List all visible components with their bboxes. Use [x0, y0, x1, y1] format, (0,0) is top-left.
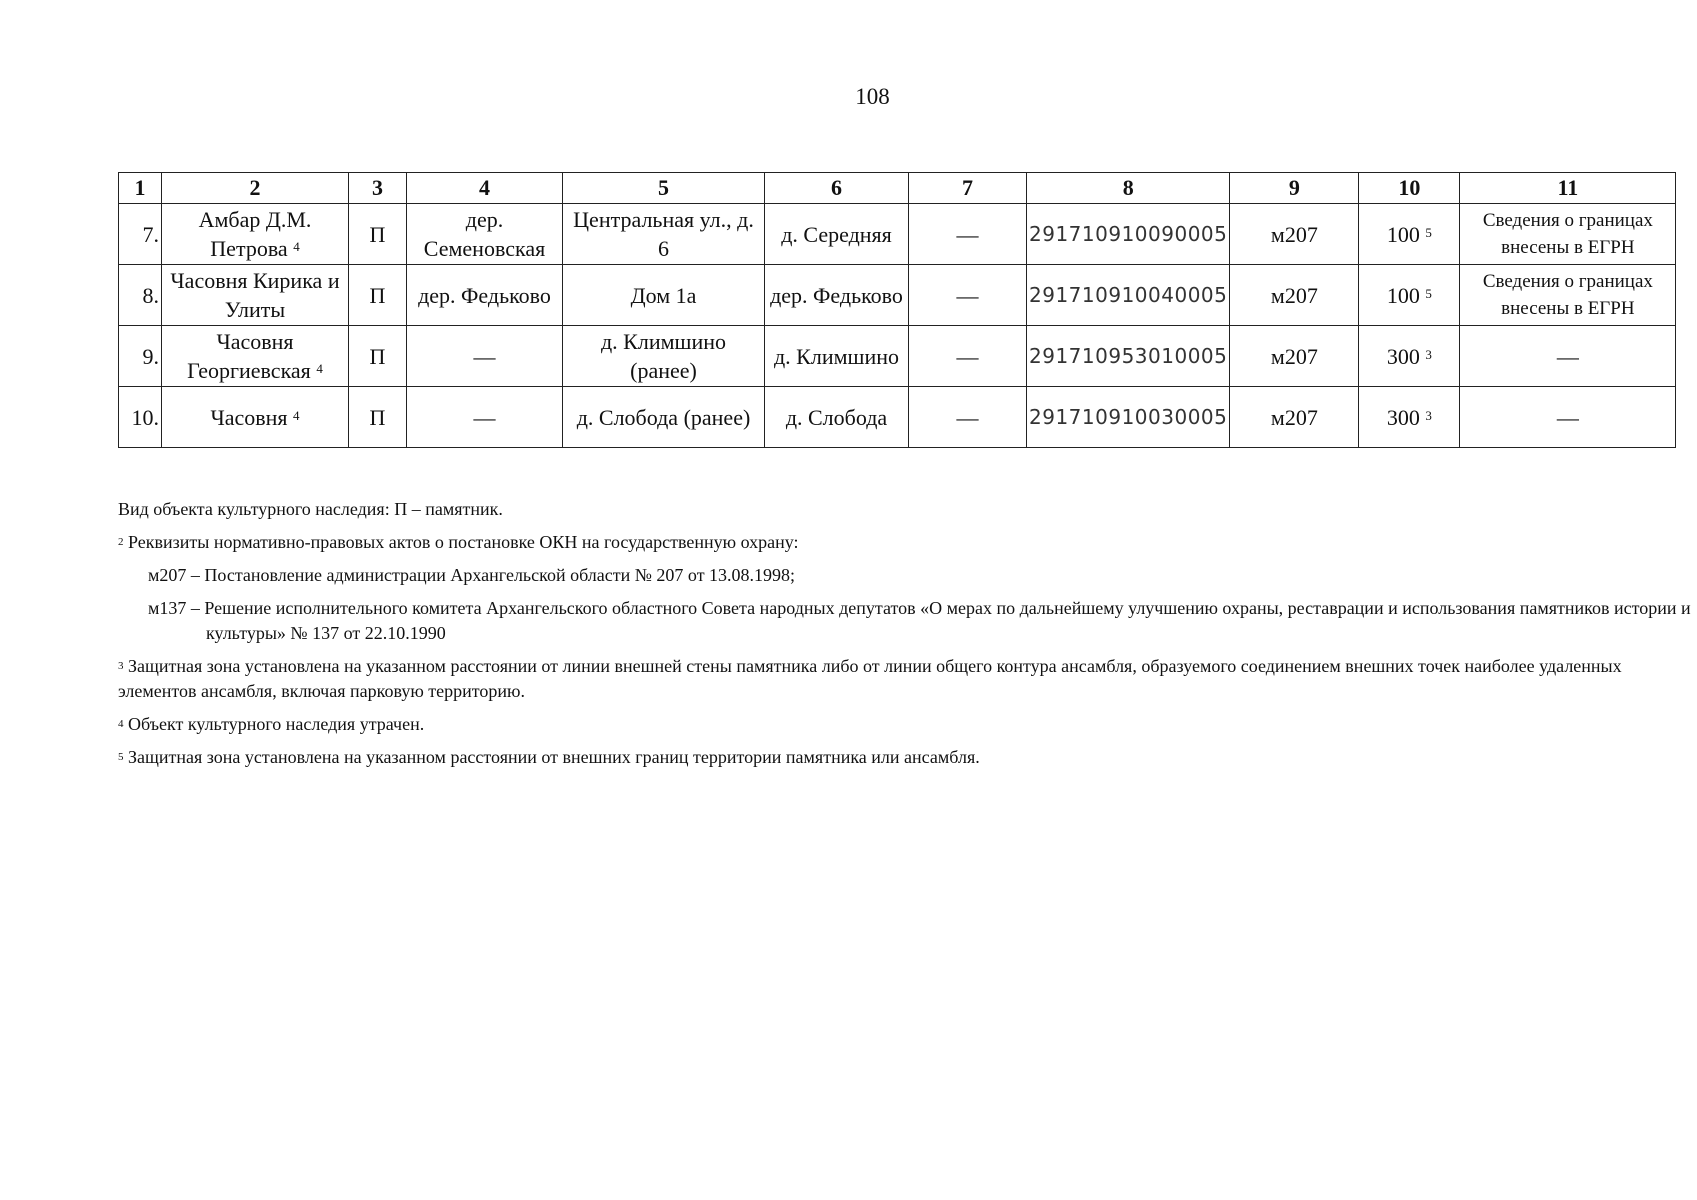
object-type: П	[349, 204, 407, 265]
footnote-4	[118, 712, 1697, 737]
footnote-5	[118, 745, 1697, 770]
column-header: 7	[909, 173, 1027, 204]
protection-zone: 300	[1386, 343, 1420, 369]
object-name-cell	[162, 387, 349, 448]
column-4-cell: —	[407, 387, 563, 448]
settlement-cell: д. Климшино	[765, 326, 909, 387]
table-header-row	[119, 173, 1676, 204]
footnote-ref: 4	[316, 361, 323, 376]
object-type: П	[349, 326, 407, 387]
column-7-cell: —	[909, 326, 1027, 387]
protection-zone: 300	[1386, 404, 1420, 430]
footnote-ref: 3	[1425, 346, 1432, 362]
footnote-ref: 4	[293, 239, 300, 254]
column-header: 2	[162, 173, 349, 204]
registry-number: 291710953010005	[1027, 326, 1230, 387]
table-row	[119, 265, 1676, 326]
registry-number: 291710910090005	[1027, 204, 1230, 265]
footnote-text: Объект культурного наследия утрачен.	[128, 714, 425, 734]
footnote-mark: 3	[118, 660, 124, 672]
footnote-ref: 3	[1425, 407, 1432, 423]
footnote-mark: 2	[118, 536, 124, 548]
protection-zone-cell	[1359, 204, 1460, 265]
address-cell: Центральная ул., д. 6	[563, 204, 765, 265]
protection-zone-cell	[1359, 387, 1460, 448]
protection-zone: 100	[1386, 221, 1420, 247]
protection-zone-cell	[1359, 265, 1460, 326]
footnote-mark: 5	[118, 751, 124, 763]
settlement-cell: д. Слобода	[765, 387, 909, 448]
type-legend: Вид объекта культурного наследия: П – памятник.	[118, 499, 503, 519]
footnote-text: Защитная зона установлена на указанном расстоянии от линии внешней стены памятника либо от линии общего контура ансамбля, образуемого соединением внешних точек наиболее удаленных элементов ансамбля, включая парковую территорию.	[118, 656, 1622, 701]
object-name: Амбар Д.М. Петрова	[198, 207, 312, 261]
column-header: 8	[1027, 173, 1230, 204]
legal-act-code: м207	[1230, 265, 1359, 326]
legal-act-m207: м207 – Постановление администрации Архангельской области № 207 от 13.08.1998;	[148, 565, 796, 585]
footnote-ref: 5	[1425, 224, 1432, 240]
footnotes	[118, 497, 1697, 770]
footnote-mark: 4	[118, 718, 124, 730]
settlement-cell: дер. Федьково	[765, 265, 909, 326]
footnote-ref: 4	[293, 407, 300, 423]
table-row	[119, 326, 1676, 387]
object-type: П	[349, 265, 407, 326]
column-4-cell: дер. Федьково	[407, 265, 563, 326]
legal-act-code: м207	[1230, 204, 1359, 265]
column-header: 3	[349, 173, 407, 204]
footnote-text: Защитная зона установлена на указанном расстоянии от внешних границ территории памятника или ансамбля.	[128, 747, 980, 767]
column-7-cell: —	[909, 387, 1027, 448]
column-header: 10	[1359, 173, 1460, 204]
registry-number: 291710910030005	[1027, 387, 1230, 448]
address-cell: Дом 1а	[563, 265, 765, 326]
column-header: 9	[1230, 173, 1359, 204]
column-header: 5	[563, 173, 765, 204]
object-name: Часовня Георгиевская	[187, 329, 311, 383]
protection-zone-cell	[1359, 326, 1460, 387]
legal-act-code: м207	[1230, 387, 1359, 448]
column-7-cell: —	[909, 204, 1027, 265]
footnote-2	[118, 530, 1697, 555]
page-number: 108	[855, 84, 890, 109]
table-row	[119, 204, 1676, 265]
boundary-info: —	[1460, 387, 1676, 448]
footnote-3	[118, 654, 1697, 704]
boundary-info: —	[1460, 326, 1676, 387]
heritage-table	[118, 172, 1676, 448]
column-header: 6	[765, 173, 909, 204]
row-number: 10.	[119, 387, 162, 448]
row-number: 9.	[119, 326, 162, 387]
object-type: П	[349, 387, 407, 448]
footnote-text: Реквизиты нормативно-правовых актов о постановке ОКН на государственную охрану:	[128, 532, 799, 552]
registry-number: 291710910040005	[1027, 265, 1230, 326]
column-header: 1	[119, 173, 162, 204]
object-name-cell	[162, 265, 349, 326]
settlement-cell: д. Середняя	[765, 204, 909, 265]
object-name: Часовня Кирика и Улиты	[170, 268, 340, 322]
row-number: 8.	[119, 265, 162, 326]
legal-act-m137: м137 – Решение исполнительного комитета Архангельского областного Совета народных депутатов «О мерах по дальнейшему улучшению охраны, реставрации и использования памятников истории и культуры» № 137 от 22.10.1990	[148, 598, 1691, 643]
address-cell: д. Слобода (ранее)	[563, 387, 765, 448]
object-name: Часовня	[210, 404, 288, 430]
object-name-cell	[162, 204, 349, 265]
column-header: 11	[1460, 173, 1676, 204]
row-number: 7.	[119, 204, 162, 265]
boundary-info: Сведения о границах внесены в ЕГРН	[1460, 265, 1676, 326]
boundary-info: Сведения о границах внесены в ЕГРН	[1460, 204, 1676, 265]
column-7-cell: —	[909, 265, 1027, 326]
table-row	[119, 387, 1676, 448]
protection-zone: 100	[1386, 282, 1420, 308]
address-cell: д. Климшино (ранее)	[563, 326, 765, 387]
legal-act-code: м207	[1230, 326, 1359, 387]
object-name-cell	[162, 326, 349, 387]
footnote-ref: 5	[1425, 285, 1432, 301]
column-header: 4	[407, 173, 563, 204]
column-4-cell: дер. Семеновская	[407, 204, 563, 265]
column-4-cell: —	[407, 326, 563, 387]
